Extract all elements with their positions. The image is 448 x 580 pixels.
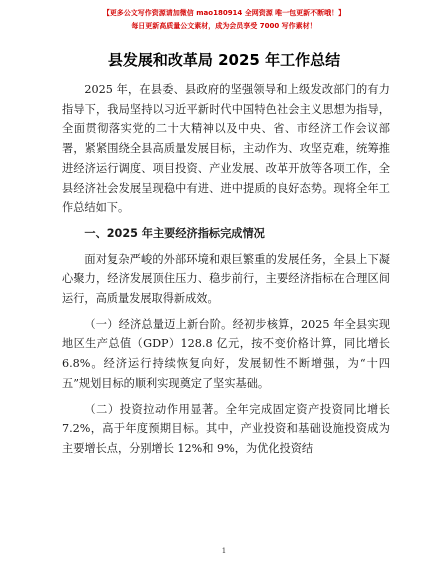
investment-paragraph: （二）投资拉动作用显著。全年完成固定资产投资同比增长 7.2%，高于年度预期目标。其中，产业投资和基础设施投资成为主要增长点，分别增长 12%和 9%，为优化投资结 bbox=[62, 402, 390, 455]
intro-paragraph: 2025 年，在县委、县政府的坚强领导和上级发改部门的有力指导下，我局坚持以习近平新时代中国特色社会主义思想为指导，全面贯彻落实党的二十大精神以及中央、省、市经济工作会议部署，紧紧围绕全县高质量发展目标，主动作为、攻坚克难，统筹推进经济运行调度、项目投资、产业发展、改革开放等各项工作，全县经济社会发展呈现稳中有进、进中提质的良好态势。现将全年工作总结如下。 bbox=[62, 83, 390, 215]
document-title: 县发展和改革局 2025 年工作总结 bbox=[107, 51, 341, 69]
gdp-paragraph: （一）经济总量迈上新台阶。经初步核算，2025 年全县实现地区生产总值（GDP）128.8 亿元，按不变价格计算，同比增长 6.8%。经济运行持续恢复向好，发展韧性不断增强，为“十四五”规划目标的顺利实现奠定了坚实基础。 bbox=[62, 317, 390, 390]
banner-line-1: 【更多公文写作资源请加微信 mao180914 全网资源 唯一包更新不断哦！】 bbox=[102, 9, 346, 17]
banner-line-2: 每日更新高质量公文素材，成为会员享受 7000 写作素材！ bbox=[131, 22, 317, 30]
document-body bbox=[62, 80, 390, 465]
page-number: 1 bbox=[221, 547, 227, 555]
section-intro-paragraph: 面对复杂严峻的外部环境和艰巨繁重的发展任务，全县上下凝心聚力，经济发展顶住压力、稳步前行，主要经济指标在合理区间运行，高质量发展取得新成效。 bbox=[62, 252, 390, 306]
section-heading: 一、2025 年主要经济指标完成情况 bbox=[84, 226, 265, 240]
promo-banner bbox=[0, 7, 448, 33]
